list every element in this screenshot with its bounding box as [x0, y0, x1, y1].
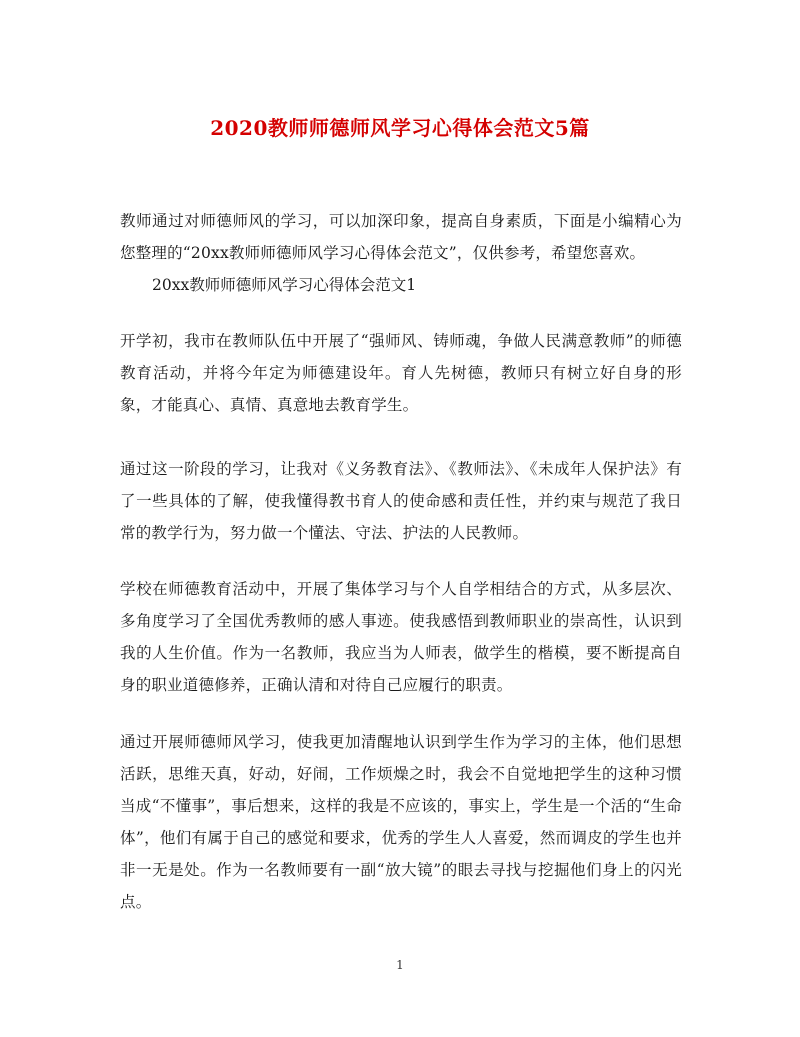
paragraph-2: 通过这一阶段的学习，让我对《义务教育法》、《教师法》、《未成年人保护法》有了一些具体的了解，使我懂得教书育人的使命感和责任性，并约束与规范了我日常的教学行为，努力做一个懂法、守法、护法的人民教师。 [120, 460, 682, 542]
paragraph-1: 开学初，我市在教师队伍中开展了“强师风、铸师魂，争做人民满意教师”的师德教育活动，并将今年定为师德建设年。育人先树德，教师只有树立好自身的形象，才能真心、真情、真意地去教育学生。 [120, 332, 682, 414]
page-number: 1 [396, 958, 404, 972]
intro-paragraph: 教师通过对师德师风的学习，可以加深印象，提高自身素质，下面是小编精心为您整理的“20xx教师师德师风学习心得体会范文”，仅供参考，希望您喜欢。 [120, 212, 682, 262]
document-title: 2020教师师德师风学习心得体会范文5篇 [210, 116, 590, 140]
paragraph-3: 学校在师德教育活动中，开展了集体学习与个人自学相结合的方式，从多层次、多角度学习了全国优秀教师的感人事迹。使我感悟到教师职业的崇高性，认识到我的人生价值。作为一名教师，我应当为人师表，做学生的楷模，要不断提高自身的职业道德修养，正确认清和对待自己应履行的职责。 [120, 580, 682, 694]
paragraph-4: 通过开展师德师风学习，使我更加清醒地认识到学生作为学习的主体，他们思想活跃，思维天真，好动，好闹，工作烦燥之时，我会不自觉地把学生的这种习惯当成“不懂事”，事后想来，这样的我是不应该的，事实上，学生是一个活的“生命体”，他们有属于自己的感觉和要求，优秀的学生人人喜爱，然而调皮的学生也并非一无是处。作为一名教师要有一副“放大镜”的眼去寻找与挖掘他们身上的闪光点。 [120, 733, 682, 911]
section-subheading: 20xx教师师德师风学习心得体会范文1 [152, 276, 417, 294]
